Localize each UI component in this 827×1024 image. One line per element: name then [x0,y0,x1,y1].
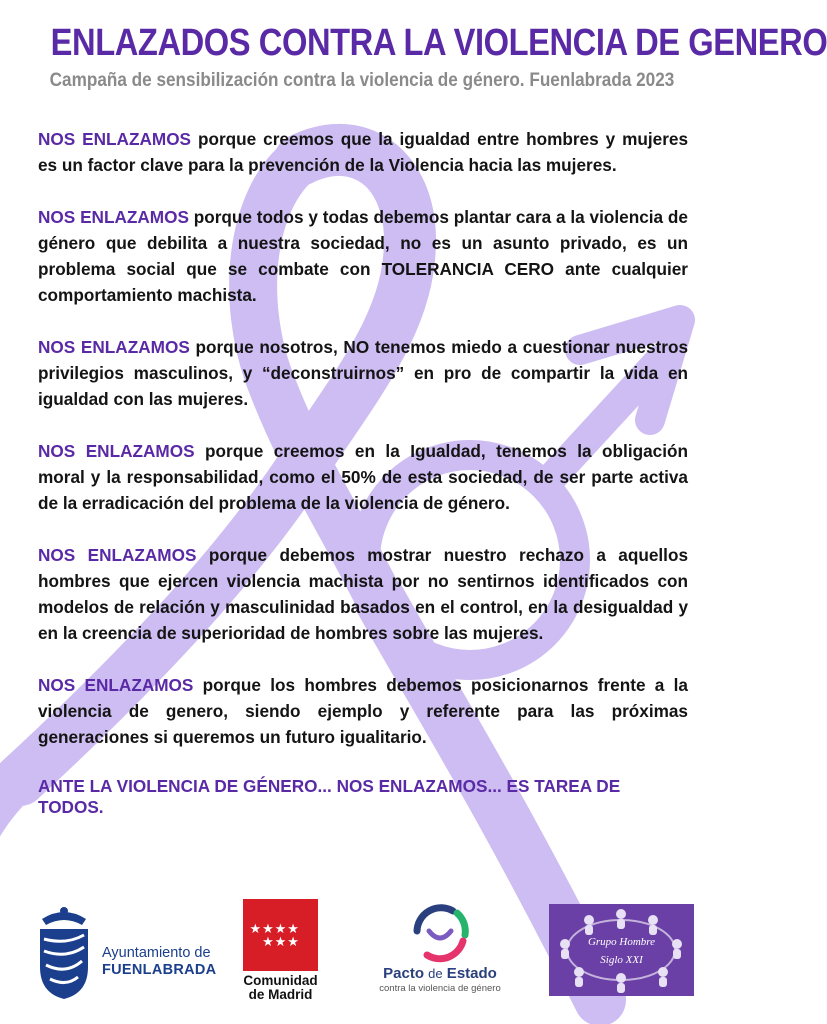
paragraph-text: porque nosotros, NO tenemos miedo a cuestionar nuestros privilegios masculinos, y “deconstruirnos” en pro de compartir la vida en igualdad con las mujeres. [38,337,689,409]
grupo-line1: Grupo Hombre [587,936,656,948]
pacto-word-a: Pacto [383,965,429,982]
paragraph-2 [38,204,688,308]
people-circle-icon [549,904,694,996]
grupo-hombre-logo [549,904,694,996]
pacto-word-b: de [428,966,443,981]
page-title: ENLAZADOS CONTRA LA VIOLENCIA DE GENERO [50,22,827,64]
paragraph-1 [38,126,688,178]
manifesto-body [38,126,688,818]
page-subtitle: Campaña de sensibilización contra la violencia de género. Fuenlabrada 2023 [49,69,675,91]
fuenlabrada-line1: Ayuntamiento de [102,945,211,961]
pacto-smile-icon [405,901,475,963]
paragraph-lead: NOS ENLAZAMOS [38,441,195,461]
paragraph-lead: NOS ENLAZAMOS [38,129,192,149]
pacto-subtitle: contra la violencia de género [379,983,501,994]
paragraph-text: porque creemos que la igualdad entre hombres y mujeres es un factor clave para la prevención de la Violencia hacia las mujeres. [38,129,688,175]
madrid-line2: de Madrid [248,987,313,1002]
paragraph-5 [38,542,688,646]
grupo-line2: Siglo XXI [600,954,643,966]
paragraph-text: porque los hombres debemos posicionarnos frente a la violencia de genero, siendo ejemplo y referente para las próximas generaciones si queremos un futuro igualitario. [38,675,688,747]
paragraph-4 [38,438,688,516]
pacto-word-c: Estado [442,965,497,982]
page-header [0,22,827,92]
madrid-line1: Comunidad [243,973,318,988]
fuenlabrada-line2: FUENLABRADA [102,962,217,978]
sponsor-logos [0,895,724,1005]
fuenlabrada-wordmark [102,945,216,979]
paragraph-lead: NOS ENLAZAMOS [38,207,189,227]
paragraph-lead: NOS ENLAZAMOS [38,675,194,695]
paragraph-text: porque debemos mostrar nuestro rechazo a aquellos hombres que ejercen violencia machista por no sentirnos identificados con modelos de relación y masculinidad basados en el control, en la desigualdad y en la creencia de superioridad de hombres sobre las mujeres. [38,545,689,643]
pacto-wordmark [370,965,510,982]
fuenlabrada-logo [36,905,216,1000]
paragraph-3 [38,334,688,412]
paragraph-lead: NOS ENLAZAMOS [38,545,197,565]
paragraph-text: porque todos y todas debemos plantar cara a la violencia de género que debilita a nuestra sociedad, no es un asunto privado, es un problema social que se combate con TOLERANCIA CERO ante cualquier comportamiento machista. [38,207,688,305]
paragraph-6 [38,672,688,750]
fuenlabrada-crest-icon [36,905,92,1000]
madrid-flag-icon: ★ ★ ★ ★ ★ ★ ★ [243,899,318,971]
paragraph-text: porque creemos en la Igualdad, tenemos la obligación moral y la responsabilidad, como el 50% de esta sociedad, de ser parte activa de la erradicación del problema de la violencia de género. [38,441,688,513]
comunidad-madrid-logo [243,899,318,1001]
paragraph-lead: NOS ENLAZAMOS [38,337,190,357]
pacto-de-estado-logo [370,901,510,1001]
closing-statement: ANTE LA VIOLENCIA DE GÉNERO... NOS ENLAZAMOS... ES TAREA DE TODOS. [38,776,621,817]
madrid-wordmark [243,974,318,1002]
